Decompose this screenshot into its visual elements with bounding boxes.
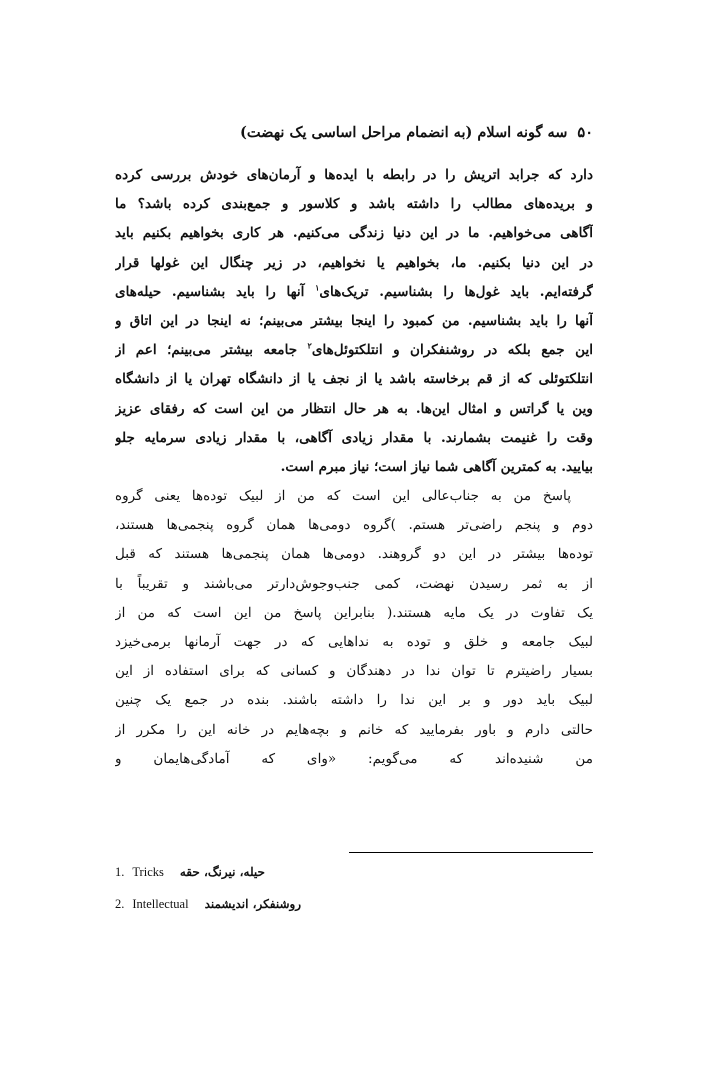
text-line: از به ثمر رسیدن نهضت، کمی جنب‌وجوش‌دارتر می‌باشند و تقریباً با	[115, 575, 593, 592]
text-line-head: گرفته‌ایم. باید غول‌ها را بشناسیم. تریک‌های	[319, 283, 593, 300]
text-line: بسیار راضیترم تا توان ندا در دهندگان و کسانی که برای استفاده از این	[115, 663, 593, 680]
text-line-head: این جمع بلکه در روشنفکران و انتلکتوئل‌های	[311, 342, 593, 359]
text-line: و بریده‌های مطالب را داشته باشد و کلاسور و جمع‌بندی کرده باشد؟ ما	[115, 196, 593, 213]
footnote-ref-1: ۱	[315, 282, 320, 293]
text-line: در این دنیا بکنیم. ما، بخواهیم یا نخواهیم، در زیر چنگال این غولها قرار	[115, 254, 593, 271]
footnote-ref-2: ۲	[307, 340, 312, 351]
text-line: لبیک جامعه و خلق و توده به نداهایی که در جهت آرمانها برمی‌خیزد	[115, 634, 593, 650]
text-line: یک تفاوت در یک مایه هستند.( بنابراین پاسخ من این است که من از	[115, 604, 593, 621]
text-line: توده‌ها بیشتر در این دو گروهند. دومی‌ها همان پنجمی‌ها هستند که قبل	[115, 546, 593, 563]
text-line: دارد که جرابد اتریش را در رابطه با ایده‌ها و آرمان‌های خودش بررسی کرده	[115, 167, 593, 183]
header-title: سه گونه اسلام (به انضمام مراحل اساسی یک نهضت)	[240, 123, 568, 141]
footnote-number: 1.	[115, 865, 125, 879]
text-line: دوم و پنجم راضی‌تر هستم. )گروه دومی‌ها همان گروه پنجمی‌ها هستند،	[115, 517, 593, 534]
text-line	[115, 336, 593, 365]
footnote-1	[115, 864, 593, 884]
running-header	[115, 118, 593, 146]
page-number: ۵۰	[577, 123, 593, 141]
footnote-term: Tricks	[132, 865, 164, 879]
text-line: بیایید. به کمترین آگاهی شما نیاز است؛ نیاز مبرم است.	[280, 458, 593, 475]
text-line: پاسخ من به جناب‌عالی این است که من از لبیک توده‌ها یعنی گروه	[115, 488, 571, 505]
body-text	[115, 161, 593, 774]
text-line: من شنیده‌اند که می‌گویم: «وای که آمادگی‌هایمان و	[115, 750, 593, 767]
footnote-meaning: روشنفکر، اندیشمند	[204, 897, 302, 911]
text-line: وین یا گراتس و امثال این‌ها. به هر حال انتظار من این است که رفقای عزیز	[115, 400, 593, 417]
text-line-tail: جامعه بیشتر می‌بینم؛ اعم از	[115, 342, 298, 359]
footnote-2	[115, 896, 593, 916]
footnote-number: 2.	[115, 897, 125, 911]
footnote-meaning: حیله، نیرنگ، حقه	[179, 865, 265, 879]
text-line: وقت را غنیمت بشمارند. با مقدار زیادی آگاهی، با مقدار زیادی سرمایه جلو	[115, 429, 593, 446]
text-line: آنها را باید بشناسیم. من کمبود را اینجا بیشتر می‌بینم؛ نه اینجا در این اتاق و	[115, 312, 593, 329]
text-line-tail: آنها را باید بشناسیم. حیله‌های	[115, 283, 305, 300]
text-line	[115, 278, 593, 307]
footnote-divider	[349, 852, 593, 853]
text-line: انتلکتوئلی که از قم برخاسته باشد یا از نجف یا از دانشگاه تهران یا از دانشگاه	[115, 371, 593, 388]
text-line: لبیک باید دور و بر این ندا را داشته باشند. بنده در جمع یک چنین	[115, 692, 593, 709]
text-line: حالتی دارم و باور بفرمایید که خانم و بچه‌هایم در خانه این را مکرر از	[115, 721, 593, 738]
text-line: آگاهی می‌خواهیم. ما در این دنیا زندگی می‌کنیم. هر کاری بخواهیم بکنیم باید	[115, 225, 593, 242]
footnote-term: Intellectual	[132, 897, 189, 911]
